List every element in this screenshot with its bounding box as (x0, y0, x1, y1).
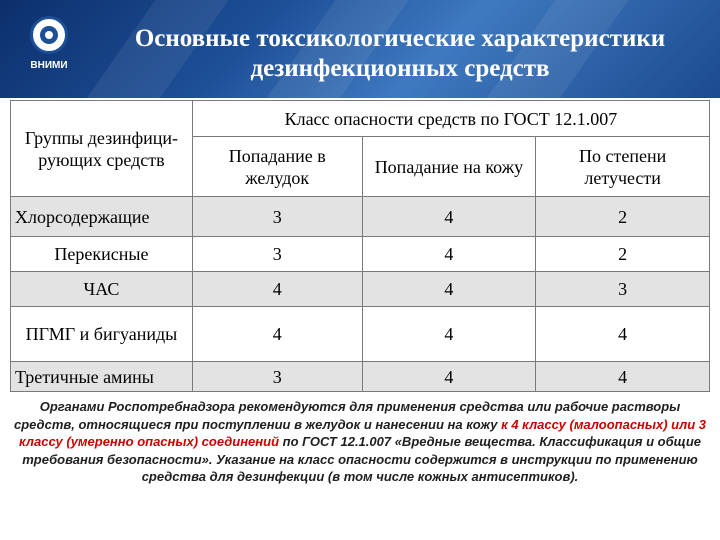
page-title (90, 24, 710, 84)
row-name: Перекисные (11, 237, 193, 272)
note-text-1: Органами Роспотребнадзора рекомендуются для применения средства или рабочие растворы средств, относящиеся при поступлении в желудок и нанесении на кожу (14, 399, 681, 432)
table-row (11, 307, 710, 362)
note-text-2: по ГОСТ 12.1.007 «Вредные вещества. Классификация и общие требования безопасности». Указание на класс опасности содержится в инструкции по применению средства для дезинфекции (в том числе кожных антисептиков). (22, 434, 701, 484)
title-line-2: дезинфекционных средств (250, 55, 550, 82)
cell-skin: 4 (362, 307, 536, 362)
table-header-row (11, 101, 710, 137)
title-line-1: Основные токсикологические характеристики (134, 25, 666, 52)
subheader-stomach: Попадание в желудок (192, 137, 362, 197)
cell-volatility: 2 (536, 237, 710, 272)
cell-stomach: 3 (192, 362, 362, 392)
cell-stomach: 4 (192, 272, 362, 307)
row-name: Хлорсодержащие (11, 197, 193, 237)
row-name: ПГМГ и бигуаниды (11, 307, 193, 362)
cell-skin: 4 (362, 197, 536, 237)
logo-emblem-icon (30, 16, 68, 54)
row-name: Третичные амины (11, 362, 193, 392)
note-highlight: к 4 классу (малоопасных) или 3 классу (умеренно опасных) соединений (19, 416, 706, 449)
cell-volatility: 2 (536, 197, 710, 237)
group-header: Группы дезинфици-рующих средств (11, 101, 193, 197)
cell-skin: 4 (362, 272, 536, 307)
cell-volatility: 3 (536, 272, 710, 307)
logo-text: ВНИМИ (30, 60, 68, 71)
subheader-volatility: По степени летучести (536, 137, 710, 197)
cell-volatility: 4 (536, 307, 710, 362)
cell-volatility: 4 (536, 362, 710, 392)
title-banner (0, 0, 720, 98)
cell-stomach: 4 (192, 307, 362, 362)
table-row (11, 362, 710, 392)
cell-stomach: 3 (192, 237, 362, 272)
cell-skin: 4 (362, 237, 536, 272)
cell-stomach: 3 (192, 197, 362, 237)
table-row (11, 237, 710, 272)
toxicology-table (10, 100, 710, 392)
recommendation-note (12, 398, 708, 486)
subheader-skin: Попадание на кожу (362, 137, 536, 197)
cell-skin: 4 (362, 362, 536, 392)
class-header: Класс опасности средств по ГОСТ 12.1.007 (192, 101, 709, 137)
vnimi-logo (26, 16, 70, 82)
table-row (11, 272, 710, 307)
table-row (11, 197, 710, 237)
row-name: ЧАС (11, 272, 193, 307)
